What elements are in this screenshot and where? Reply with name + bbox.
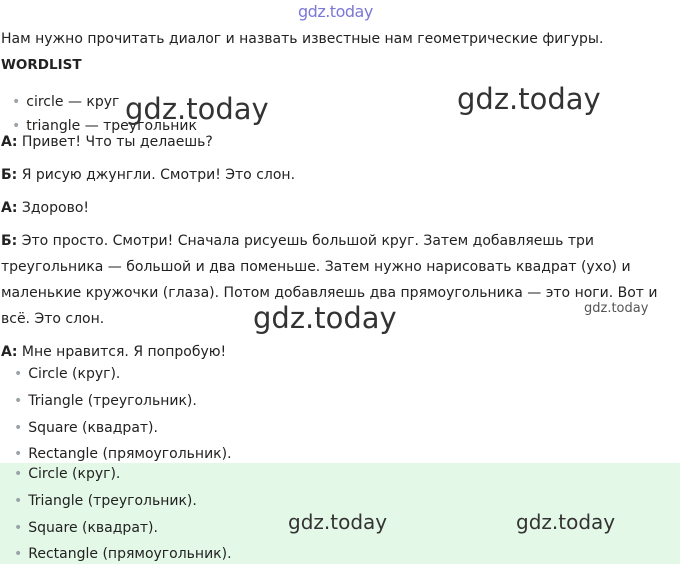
dialog-text: Я рисую джунгли. Смотри! Это слон. (21, 167, 296, 183)
dialog-line-continued: треугольника — большой и два поменьше. Затем нужно нарисовать квадрат (ухо) и (1, 259, 631, 275)
highlighted-answer-item: • Rectangle (прямоугольник). (14, 546, 232, 562)
answer-text: Triangle (треугольник). (28, 393, 197, 409)
wordlist-title: WORDLIST (1, 57, 82, 73)
highlighted-answer-item: • Square (квадрат). (14, 520, 158, 536)
wordlist-item-text: triangle — треугольник (26, 118, 197, 133)
watermark: gdz.today (125, 92, 269, 126)
dialog-text: Это просто. Смотри! Сначала рисуешь большой круг. Затем добавляешь три (21, 233, 595, 249)
answer-text: Rectangle (прямоугольник). (28, 546, 232, 562)
dialog-text: Здорово! (21, 200, 89, 216)
watermark: gdz.today (516, 510, 616, 534)
answer-text: Circle (круг). (28, 466, 121, 482)
intro-text: Нам нужно прочитать диалог и назвать известные нам геометрические фигуры. (1, 31, 604, 47)
watermark: gdz.today (584, 301, 649, 316)
dialog-text: Мне нравится. Я попробую! (21, 344, 227, 360)
wordlist-item-text: circle — круг (26, 94, 120, 110)
dialog-line (1, 167, 295, 183)
watermark: gdz.today (288, 510, 388, 534)
answer-item: • Rectangle (прямоугольник). (14, 446, 232, 462)
answer-text: Triangle (треугольник). (28, 493, 197, 509)
speaker-label: А: (1, 344, 18, 360)
speaker-label: Б: (1, 167, 18, 183)
wordlist-item: • circle — круг (12, 94, 120, 110)
wordlist-item: • triangle — треугольник (12, 118, 197, 133)
dialog-line-continued: маленькие кружочки (глаза). Потом добавляешь два прямоугольника — это ноги. Вот и (1, 285, 658, 301)
dialog-line (1, 200, 89, 216)
dialog-line (1, 233, 594, 249)
answer-item: • Circle (круг). (14, 366, 121, 382)
dialog-line-continued: всё. Это слон. (1, 311, 105, 327)
dialog-line (1, 134, 213, 150)
watermark: gdz.today (457, 82, 601, 116)
answer-text: Square (квадрат). (28, 520, 158, 536)
dialog-line (1, 344, 226, 360)
speaker-label: А: (1, 200, 18, 216)
wordlist-clipped-row (0, 115, 680, 133)
speaker-label: А: (1, 134, 18, 150)
highlighted-answer-item: • Triangle (треугольник). (14, 493, 197, 509)
watermark: gdz.today (253, 301, 397, 335)
answer-item: • Square (квадрат). (14, 420, 158, 436)
answer-item: • Triangle (треугольник). (14, 393, 197, 409)
answer-text: Circle (круг). (28, 366, 121, 382)
speaker-label: Б: (1, 233, 18, 249)
dialog-text: Привет! Что ты делаешь? (21, 134, 213, 150)
watermark-top: gdz.today (298, 2, 373, 21)
answer-text: Square (квадрат). (28, 420, 158, 436)
answer-text: Rectangle (прямоугольник). (28, 446, 232, 462)
highlighted-answer-item: • Circle (круг). (14, 466, 121, 482)
